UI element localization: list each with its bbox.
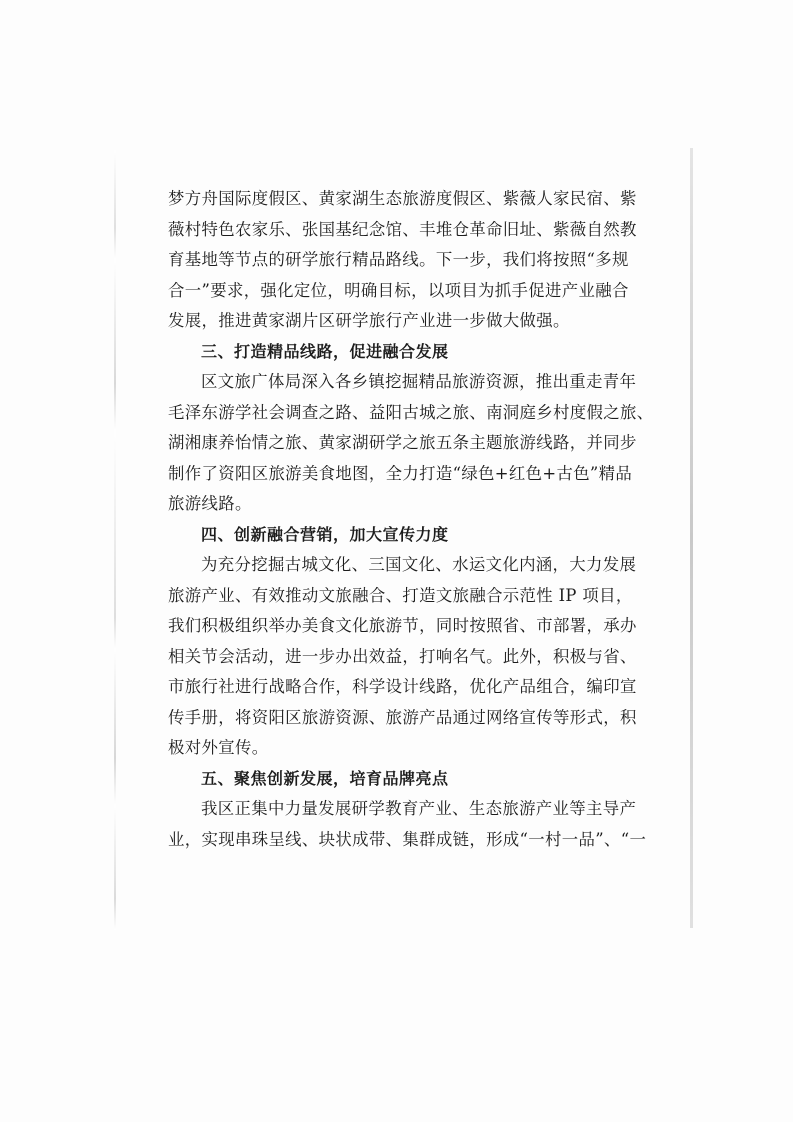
text-line: 制作了资阳区旅游美食地图，全力打造“绿色+红色+古色”精品 (168, 463, 633, 483)
paragraph-section-5 (168, 794, 647, 855)
text-line: 为充分挖掘古城文化、三国文化、水运文化内涵，大力发展 (201, 555, 637, 574)
document-body (168, 184, 654, 855)
text-line: 育基地等节点的研学旅行精品路线。下一步，我们将按照“多规 (168, 250, 629, 269)
text-line: 区文旅广体局深入各乡镇挖掘精品旅游资源，推出重走青年 (201, 372, 637, 391)
scan-edge-left (114, 150, 116, 930)
text-line: 传手册，将资阳区旅游资源、旅游产品通过网络宣传等形式，积 (168, 707, 637, 727)
text-line: 市旅行社进行战略合作，科学设计线路，优化产品组合，编印宣 (168, 677, 637, 696)
section-heading-4: 四、创新融合营销，加大宣传力度 (201, 524, 449, 544)
text-line: 旅游产业、有效推动文旅融合、打造文旅融合示范性 IP 项目， (168, 585, 633, 605)
text-line: 湖湘康养怡情之旅、黄家湖研学之旅五条主题旅游线路，并同步 (168, 433, 637, 452)
text-line: 旅游线路。 (168, 494, 252, 513)
scan-edge-right (690, 148, 693, 928)
text-line: 业，实现串珠呈线、块状成带、集群成链，形成“一村一品”、“一 (168, 829, 647, 849)
text-line: 我区正集中力量发展研学教育产业、生态旅游产业等主导产 (201, 799, 637, 818)
text-line: 发展，推进黄家湖片区研学旅行产业进一步做大做强。 (168, 311, 570, 330)
section-heading-5: 五、聚焦创新发展，培育品牌亮点 (201, 768, 449, 788)
text-line: 我们积极组织举办美食文化旅游节，同时按照省、市部署，承办 (168, 616, 637, 635)
text-line: 毛泽东游学社会调查之路、益阳古城之旅、南洞庭乡村度假之旅、 (168, 402, 654, 422)
paragraph-section-3 (168, 367, 654, 520)
text-line: 梦方舟国际度假区、黄家湖生态旅游度假区、紫薇人家民宿、紫 (168, 189, 637, 208)
section-heading-3: 三、打造精品线路，促进融合发展 (201, 341, 449, 361)
paragraph-continuation (168, 184, 637, 337)
text-line: 极对外宣传。 (168, 738, 269, 757)
paragraph-section-4 (168, 550, 637, 764)
text-line: 相关节会活动，进一步办出效益，打响名气。此外，积极与省、 (168, 646, 637, 666)
text-line: 薇村特色农家乐、张国基纪念馆、丰堆仓革命旧址、紫薇自然教 (168, 219, 637, 239)
text-line: 合一”要求，强化定位，明确目标，以项目为抓手促进产业融合 (168, 280, 629, 300)
